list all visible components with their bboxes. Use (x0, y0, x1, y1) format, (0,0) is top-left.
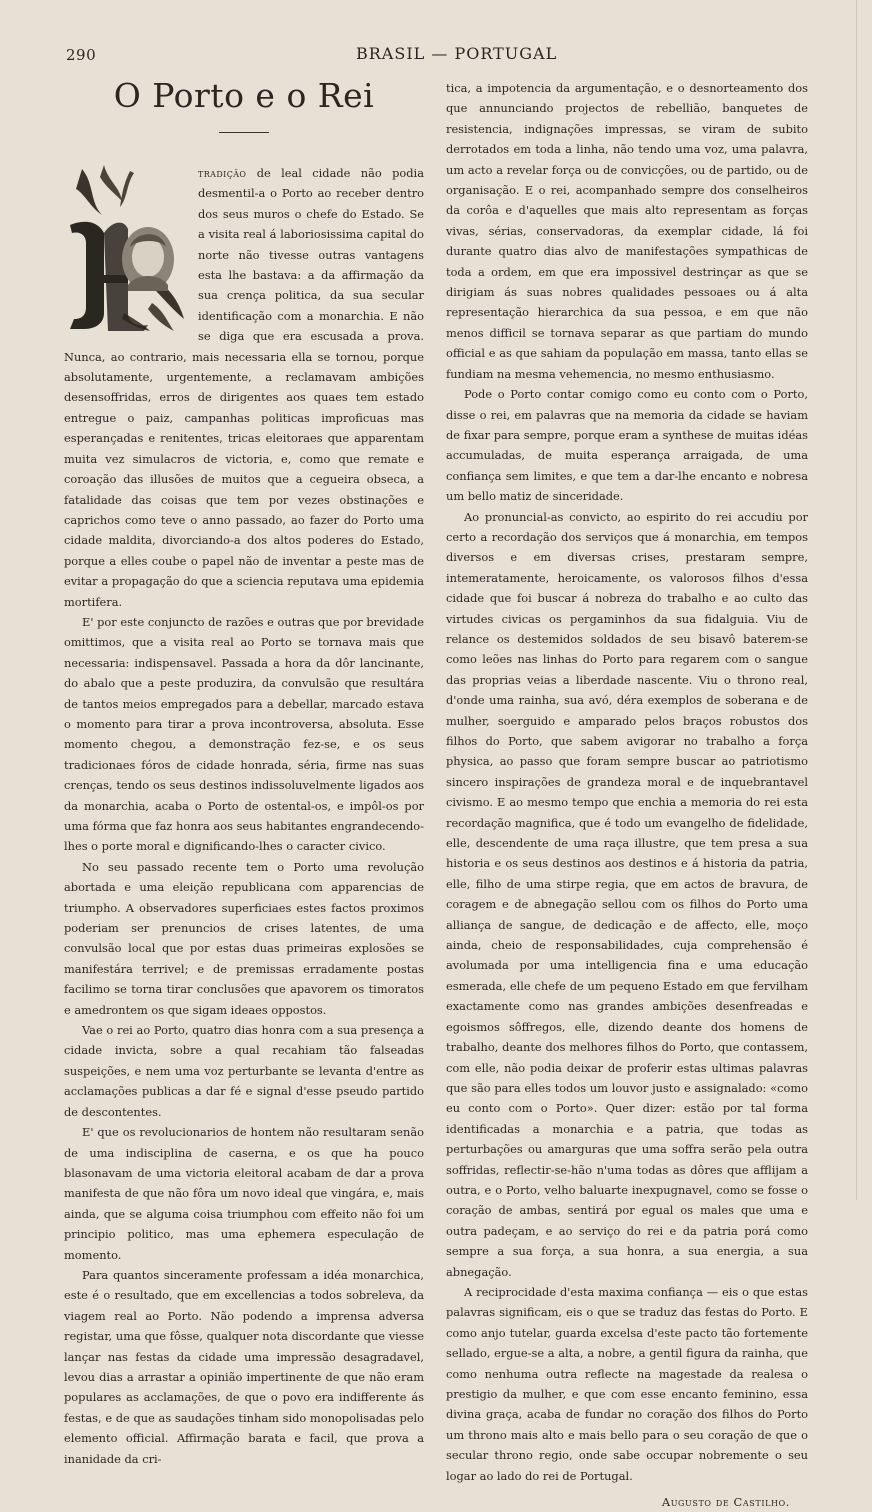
first-word: tradição (198, 166, 247, 180)
article-paragraph: E' por este conjuncto de razões e outras que por brevidade omittimos, que a visita real ao Porto se tornava mais que necessaria: indispensavel. Passada a hora da dôr lancinante, do abalo que a peste produzira, da convulsão que resultára de tantos meios empregados para a debellar, marcado estava o momento para tirar a prova incontroversa, absoluta. Esse momento chegou, a demonstração fez-se, e os seus tradicionaes fóros de cidade honrada, séria, firme nas suas crenças, tendo os seus destinos indissoluvelmente ligados aos da monarchia, acaba o Porto de ostental-os, e impôl-os por uma fórma que faz honra aos seus habitantes engrandecendo-lhes o porte moral e dignificando-lhes o caracter civico. (64, 614, 424, 854)
article-paragraph: Vae o rei ao Porto, quatro dias honra com a sua presença a cidade invicta, sobre a qual recahiam tão falseadas suspeições, e nem uma voz perturbante se levanta d'entre as acclamações publicas a dar fé e signal d'esse pseudo partido de descontentes. (64, 1023, 424, 1119)
article-paragraph: No seu passado recente tem o Porto uma revolução abortada e uma eleição republicana com apparencias de triumpho. A observadores superficiaes estes factos proximos poderiam ser prenuncios de crises latentes, de uma convulsão local que por estas duas primeiras explosões se manifestára terrivel; e de premissas erradamente postas facilimo se torna tirar conclusões que apavorem os timoratos e amedrontem os que sigam ideaes oppostos. (64, 859, 424, 1017)
author-signature: Augusto de Castilho. (661, 1495, 790, 1510)
article-paragraph: Pode o Porto contar comigo como eu conto com o Porto, disse o rei, em palavras que na memoria da cidade se haviam de fixar para sempre, porque eram a synthese de muitas idéas accumuladas, de muita esperança arraigada, de uma confiança sem limites, e que tem a dar-lhe encanto e nobresa um bello matiz de sinceridade. (446, 387, 808, 504)
article-paragraph: E' que os revolucionarios de hontem não resultaram senão de uma indisciplina de caserna, e os que ha pouco blasonavam de uma victoria eleitoral acabam de dar a prova manifesta de que não fôra um novo ideal que vingára, e, mais ainda, que se alguma coisa triumphou com effeito não foi um principio politico, mas uma ephemera especulação de momento. (64, 1125, 424, 1262)
article-paragraph: A reciprocidade d'esta maxima confiança — eis o que estas palavras significam, eis o que se traduz das festas do Porto. E como anjo tutelar, guarda excelsa d'este pacto tão fortemente sellado, ergue-se a alta, a nobre, a gentil figura da rainha, que como nenhuma outra reflecte na magestade da realesa o prestigio da mulher, e que com esse encanto feminino, essa divina graça, acaba de fundar no coração dos filhos do Porto um throno mais alto e mais bello para o seu coração de que o secular throno regio, onde sabe occupar nobremente o seu logar ao lado do rei de Portugal. (446, 1284, 808, 1483)
running-head: BRASIL — PORTUGAL (356, 44, 558, 63)
left-column (64, 76, 424, 1469)
page-number: 290 (66, 46, 97, 64)
paragraph-text: de leal cidade não podia desmentil-a o Porto ao receber dentro dos seus muros o chefe do Estado. Se a visita real á laboriosissima capital do norte não tivesse outras vantagens esta lhe bastava: a da affirmação da sua crença politica, da sua secular identificação com a monarchia. E não se diga que era escusada a prova. Nunca, ao contrario, mais necessaria ella se tornou, porque absolutamente, urgentemente, a reclamavam ambições desensoffridas, erros de dirigentes aos quaes tem estado entregue o paiz, campanhas politicas improficuas mas esperançadas e renitentes, tricas eleitoraes que apparentam muita vez simulacros de victoria, e, como que remate e coroação das illusões de muitos que a cegueira obseca, a fatalidade das coisas que tem por vezes obstinações e caprichos como teve o anno passado, ao fazer do Porto uma cidade maldita, divorciando-a dos altos poderes do Estado, porque a elles coube o papel não de inventar a peste mas de evitar a propagação do que a sciencia reputava uma epidemia mortifera. (64, 166, 424, 609)
dropcap-illustration-icon (64, 163, 186, 333)
right-column (446, 78, 808, 1512)
article-paragraph: tica, a impotencia da argumentação, e o desnorteamento dos que annunciando projectos de rebellião, banquetes de resistencia, indignações impressas, se viram de subito derrotados em toda a linha, não tendo uma voz, uma palavra, um acto a revelar força ou de convicções, ou de partido, ou de organisação. E o rei, acompanhado sempre dos conselheiros da corôa e d'aquelles que mais alto representam as forças vivas, sérias, conservadoras, da exemplar cidade, lá foi durante quatro dias alvo de manifestações sympathicas de toda a ordem, em que era impossivel destrinçar as que se dirigiam ás suas nobres qualidades pessoaes ou á alta representação hierarchica da sua pessoa, e em que não menos difficil se tornava separar as que partiam do mundo official e as que sahiam da população em massa, tanto ellas se fundiam na mesma vehemencia, no mesmo enthusiasmo. (446, 81, 808, 381)
article-title: O Porto e o Rei (113, 76, 375, 115)
article-paragraph: Ao pronuncial-as convicto, ao espirito do rei accudiu por certo a recordação dos serviços que á monarchia, em tempos diversos e em diversas crises, prestaram sempre, intemeratamente, heroicamente, os valorosos filhos d'essa cidade que foi buscar á nobreza do trabalho e ao culto das virtudes civicas os pergaminhos da sua fidalguia. Viu de relance os destemidos soldados de seu bisavô baterem-se como leões nas linhas do Porto para regarem com o sangue das proprias veias a liberdade nascente. Viu o throno real, d'onde uma rainha, sua avó, déra exemplos de soberana e de mulher, soerguido e amparado pelos braços robustos dos filhos do Porto, que sabem avigorar no trabalho a força physica, ao passo que foram sempre buscar ao patriotismo sincero inspirações de grandeza moral e de inquebrantavel civismo. E ao mesmo tempo que enchia a memoria do rei esta recordação magnifica, que é todo um evangelho de fidelidade, elle, descendente de uma raça illustre, que tem presa a sua historia e os seus destinos aos destinos e á historia da patria, elle, filho de uma stirpe regia, que em actos de bravura, de coragem e de abnegação sellou com os filhos do Porto uma alliança de sangue, de dedicação e de affecto, elle, moço ainda, cheio de responsabilidades, cuja comprehensão é avolumada por uma intelligencia fina e uma educação esmerada, elle chefe de um pequeno Estado em que fervilham exactamente como nas grandes ambições desenfreadas e egoismos sôffregos, elle, dizendo deante dos homens de trabalho, deante dos melhores filhos do Porto, que contassem, com elle, não podia deixar de proferir estas ultimas palavras que são para elles todos um louvor justo e assignalado: «como eu conto com o Porto». Quer dizer: estão por tal forma identificadas a monarchia e a patria, que todas as perturbações ou amarguras que uma soffra serão pela outra soffridas, reflectir-se-hão n'uma todas as dôres que afflijam a outra, e o Porto, velho baluarte inexpugnavel, como se fosse o coração de ambas, sentirá por egual os males que uma e outra padeçam, e ao serviço do rei e da patria porá como sempre a sua força, a sua honra, a sua energia, a sua abnegação. (446, 509, 808, 1279)
page-fold-line (856, 0, 857, 1200)
title-rule (219, 132, 269, 133)
ornamental-dropcap-icon (64, 163, 186, 333)
article-paragraph: Para quantos sinceramente professam a idéa monarchica, este é o resultado, que em excellencias a todos sobreleva, da viagem real ao Porto. Não podendo a imprensa adversa registar, uma que fôsse, qualquer nota discordante que viesse lançar nas festas da cidade uma impressão desagradavel, levou dias a arrastar a opinião impertinente de que não eram populares as acclamações, de que o povo era indifferente ás festas, e de que as saudações tinham sido monopolisadas pelo elemento official. Affirmação barata e facil, que prova a inanidade da cri- (64, 1267, 424, 1466)
